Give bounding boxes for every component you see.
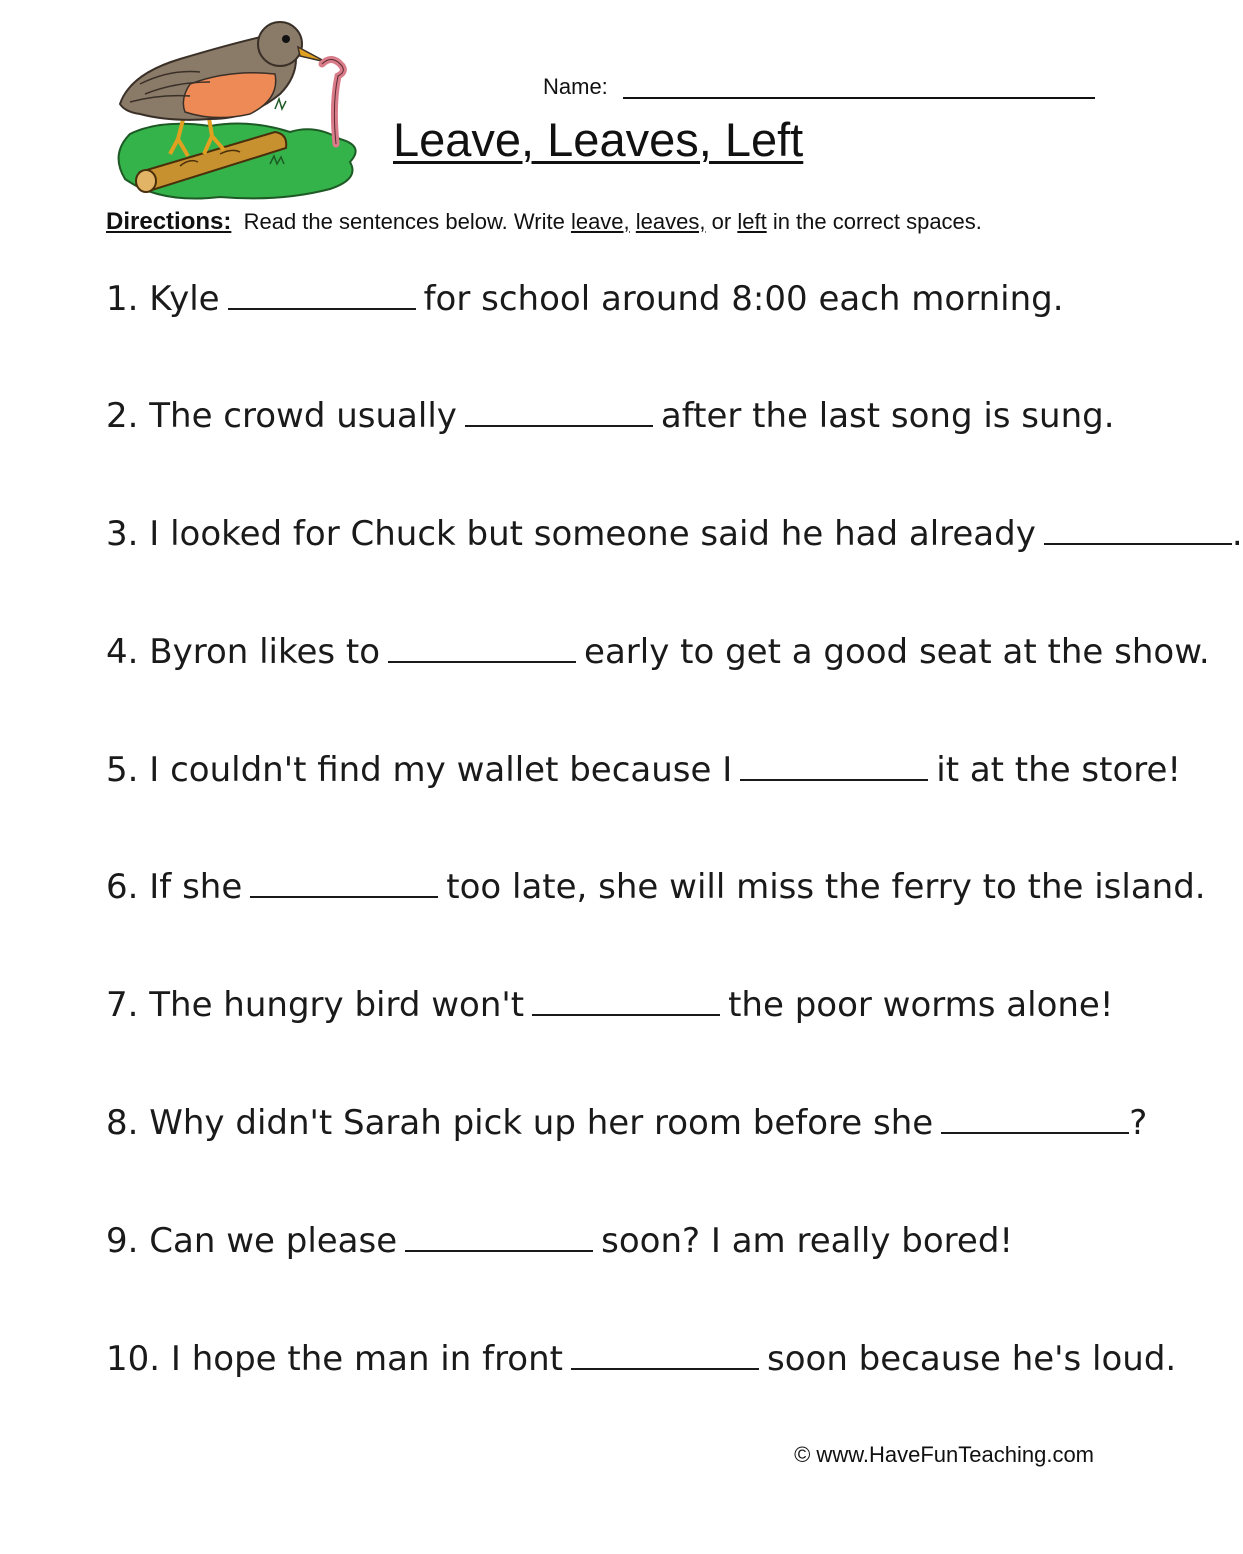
question-3 xyxy=(106,513,1243,554)
question-text-after: early to get a good seat at the show. xyxy=(584,632,1210,672)
name-label: Name: xyxy=(543,74,608,99)
question-text-after: after the last song is sung. xyxy=(660,396,1115,436)
question-number: 8. xyxy=(106,1103,139,1143)
name-line[interactable] xyxy=(623,97,1095,99)
worksheet-title: Leave, Leaves, Left xyxy=(393,113,804,166)
option-leaves: leaves, xyxy=(635,209,706,234)
question-text-after: soon? I am really bored! xyxy=(601,1221,1014,1261)
question-5 xyxy=(106,749,1181,790)
question-text-after: . xyxy=(1231,514,1243,554)
answer-blank[interactable] xyxy=(228,278,416,310)
answer-blank[interactable] xyxy=(740,749,928,781)
answer-blank[interactable] xyxy=(465,395,653,427)
question-text-after: it at the store! xyxy=(936,750,1182,790)
question-text-before: Can we please xyxy=(149,1221,398,1261)
question-number: 7. xyxy=(106,985,139,1025)
question-1 xyxy=(106,278,1064,319)
answer-blank[interactable] xyxy=(388,631,576,663)
question-text-after: the poor worms alone! xyxy=(728,985,1114,1025)
question-text-before: I hope the man in front xyxy=(170,1339,563,1379)
answer-blank[interactable] xyxy=(532,984,720,1016)
question-text-before: If she xyxy=(149,867,243,907)
name-field[interactable] xyxy=(543,72,1095,102)
question-text-before: Kyle xyxy=(149,279,220,319)
question-7 xyxy=(106,984,1113,1025)
question-text-before: Why didn't Sarah pick up her room before she xyxy=(149,1103,934,1143)
question-text-before: The crowd usually xyxy=(149,396,457,436)
answer-blank[interactable] xyxy=(250,866,438,898)
question-9 xyxy=(106,1220,1013,1261)
question-number: 6. xyxy=(106,867,139,907)
question-text-after: ? xyxy=(1129,1103,1148,1143)
question-text-after: soon because he's loud. xyxy=(767,1339,1177,1379)
directions-text-after: in the correct spaces. xyxy=(772,209,982,234)
question-number: 10. xyxy=(106,1339,161,1379)
question-number: 1. xyxy=(106,279,139,319)
robin-worm-illustration xyxy=(100,14,390,204)
answer-blank[interactable] xyxy=(1044,513,1232,545)
question-4 xyxy=(106,631,1210,672)
answer-blank[interactable] xyxy=(405,1220,593,1252)
question-text-after: for school around 8:00 each morning. xyxy=(423,279,1064,319)
question-text-before: I looked for Chuck but someone said he had already xyxy=(149,514,1036,554)
question-text-after: too late, she will miss the ferry to the island. xyxy=(446,867,1206,907)
directions-text-before: Read the sentences below. Write xyxy=(243,209,565,234)
directions-label: Directions: xyxy=(106,208,232,235)
question-10 xyxy=(106,1338,1176,1379)
question-text-before: The hungry bird won't xyxy=(149,985,525,1025)
question-number: 9. xyxy=(106,1221,139,1261)
question-6 xyxy=(106,866,1206,907)
answer-blank[interactable] xyxy=(571,1338,759,1370)
answer-blank[interactable] xyxy=(941,1102,1129,1134)
question-number: 3. xyxy=(106,514,139,554)
copyright-footer: © www.HaveFunTeaching.com xyxy=(794,1442,1094,1467)
directions xyxy=(106,208,982,236)
question-number: 5. xyxy=(106,750,139,790)
question-text-before: I couldn't find my wallet because I xyxy=(149,750,733,790)
question-number: 4. xyxy=(106,632,139,672)
question-8 xyxy=(106,1102,1147,1143)
option-left: left xyxy=(737,209,767,234)
question-2 xyxy=(106,395,1115,436)
question-number: 2. xyxy=(106,396,139,436)
option-leave: leave, xyxy=(570,209,630,234)
directions-or: or xyxy=(711,209,732,234)
question-text-before: Byron likes to xyxy=(149,632,381,672)
